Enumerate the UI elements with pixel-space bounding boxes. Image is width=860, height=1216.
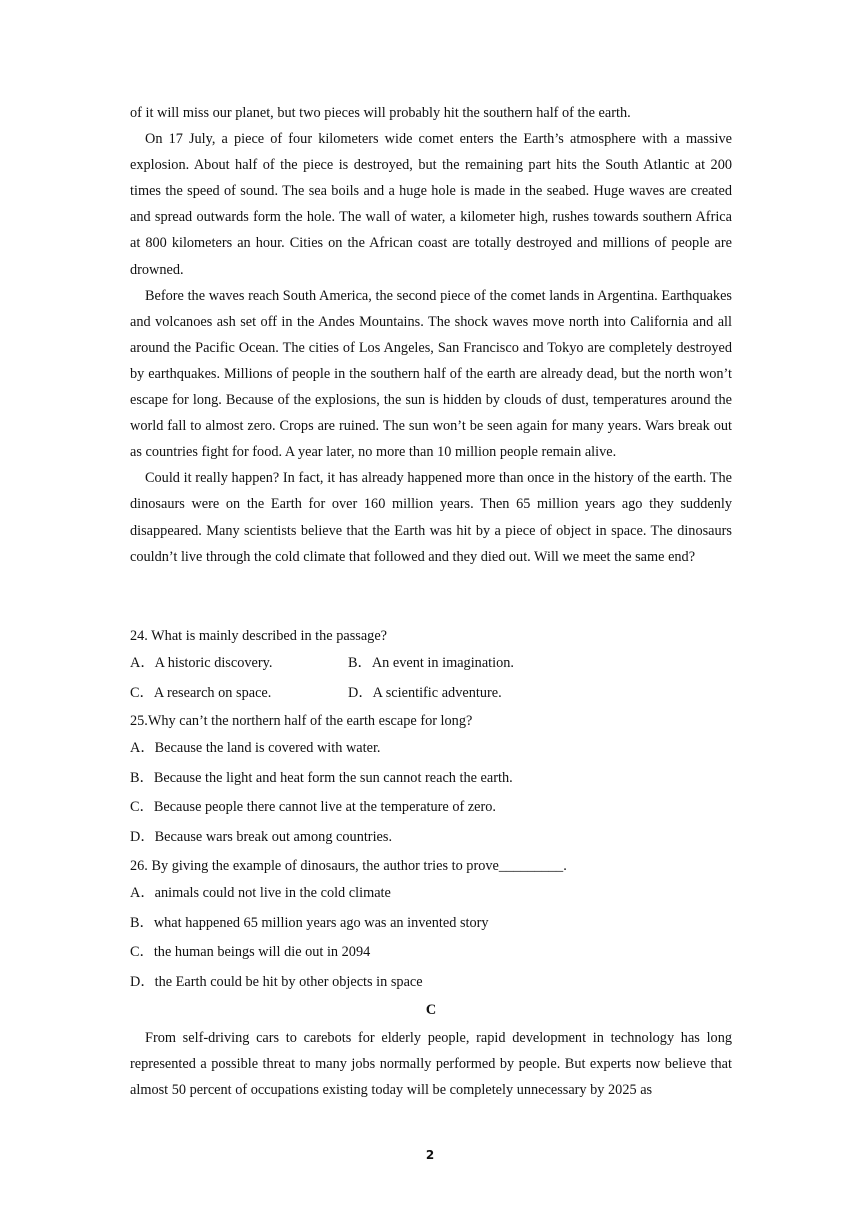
option-a[interactable]: A．animals could not live in the cold climate	[130, 885, 391, 902]
option-d[interactable]: D．the Earth could be hit by other objects in space	[130, 973, 423, 990]
option-d[interactable]: D．Because wars break out among countries.	[130, 828, 393, 845]
option-b[interactable]: B．what happened 65 million years ago was an invented story	[130, 914, 489, 931]
paragraph-continuation: of it will miss our planet, but two pieces will probably hit the southern half of the earth.	[130, 105, 631, 121]
paragraph-technology: From self-driving cars to carebots for elderly people, rapid development in technology has long represented a possible threat to many jobs normally performed by people. But experts now believe that almost 50 percent of occupations existing today will be completely unnecessary by 2025 as	[130, 1030, 732, 1099]
question-26	[130, 853, 732, 997]
section-title: C	[425, 1002, 437, 1018]
question-stem: 25.Why can’t the northern half of the earth escape for long?	[130, 713, 473, 729]
option-row-ab	[130, 649, 732, 679]
page-number: 2	[425, 1148, 435, 1162]
section-c	[130, 996, 732, 1103]
paragraph-second-piece: Before the waves reach South America, the second piece of the comet lands in Argentina. Earthquakes and volcanoes ash set off in the Andes Mountains. The shock waves move north into California and all around the Pacific Ocean. The cities of Los Angeles, San Francisco and Tokyo are completely destroyed by earthquakes. Millions of people in the southern half of the earth are already dead, but the north won’t escape for long. Because of the explosions, the sun is hidden by clouds of dust, temperatures around the world fall to almost zero. Crops are ruined. The sun won’t be seen again for many years. Wars break out as countries fight for food. A year later, no more than 10 million people remain alive.	[130, 287, 732, 461]
option-c[interactable]: C．Because people there cannot live at the temperature of zero.	[130, 799, 496, 816]
option-b[interactable]: B．An event in imagination.	[348, 655, 514, 672]
option-d[interactable]: D．A scientific adventure.	[348, 684, 502, 701]
passage-b	[130, 100, 732, 570]
question-24	[130, 623, 732, 708]
option-row-cd	[130, 679, 732, 709]
option-a[interactable]: A．Because the land is covered with water.	[130, 740, 381, 757]
option-c[interactable]: C．A research on space.	[130, 684, 272, 701]
question-stem: 26. By giving the example of dinosaurs, the author tries to prove_________.	[130, 858, 567, 874]
question-stem: 24. What is mainly described in the passage?	[130, 628, 388, 644]
option-a[interactable]: A．A historic discovery.	[130, 655, 273, 672]
question-25	[130, 708, 732, 852]
option-c[interactable]: C．the human beings will die out in 2094	[130, 944, 371, 961]
option-b[interactable]: B．Because the light and heat form the sun cannot reach the earth.	[130, 769, 513, 786]
paragraph-dinosaurs: Could it really happen? In fact, it has already happened more than once in the history of the earth. The dinosaurs were on the Earth for over 160 million years. Then 65 million years ago they suddenly disappeared. Many scientists believe that the Earth was hit by a piece of object in space. The dinosaurs couldn’t live through the cold climate that followed and they died out. Will we meet the same end?	[130, 470, 732, 565]
paragraph-comet-explosion: On 17 July, a piece of four kilometers wide comet enters the Earth’s atmosphere with a massive explosion. About half of the piece is destroyed, but the remaining part hits the South Atlantic at 200 times the speed of sound. The sea boils and a huge hole is made in the seabed. Huge waves are created and spread outwards form the hole. The wall of water, a kilometer high, rushes towards southern Africa at 800 kilometers an hour. Cities on the African coast are totally destroyed and millions of people are drowned.	[130, 131, 732, 278]
